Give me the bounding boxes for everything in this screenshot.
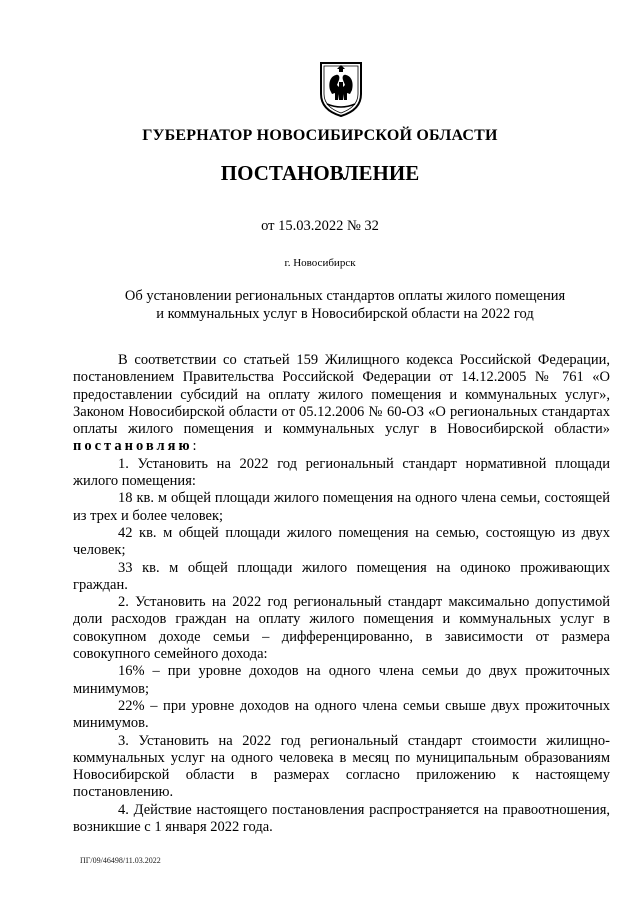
document-type: ПОСТАНОВЛЕНИЕ [220, 161, 420, 185]
issuing-authority: ГУБЕРНАТОР НОВОСИБИРСКОЙ ОБЛАСТИ [142, 127, 498, 144]
preamble-text: В соответствии со статьей 159 Жилищного кодекса Российской Федерации, постановлением Правительства Российской Федерации от 14.12.2005 № 761 «О предоставлении субсидий на оплату жилого помещения и коммунальных услуг», Законом Новосибирской области от 05.12.2006 № 60-ОЗ «О региональных стандартах оплаты жилого помещения и коммунальных услуг в Новосибирской области» [73, 352, 610, 438]
decree-word: постановляю [73, 438, 193, 455]
city: г. Новосибирск [284, 257, 356, 269]
date-and-number: от 15.03.2022 № 32 [261, 218, 379, 234]
coat-of-arms-emblem [318, 60, 364, 118]
subject-line-1: Об установлении региональных стандартов оплаты жилого помещения [124, 288, 566, 304]
document-subject [80, 287, 610, 323]
subject-line-2: и коммунальных услуг в Новосибирской области на 2022 год [156, 306, 534, 322]
clause-3: 3. Установить на 2022 год региональный стандарт стоимости жилищно-коммунальных услуг на одного человека в месяц по муниципальным образованиям Новосибирской области в размерах согласно приложению к настоящему постановлению. [73, 732, 610, 801]
clause-1-item-b: 42 кв. м общей площади жилого помещения на семью, состоящую из двух человек; [73, 524, 610, 559]
clause-1-item-a: 18 кв. м общей площади жилого помещения на одного члена семьи, состоящей из трех и более человек; [73, 490, 610, 524]
document-code: ПГ/09/46498/11.03.2022 [80, 856, 161, 865]
clause-2: 2. Установить на 2022 год региональный стандарт максимально допустимой доли расходов граждан на оплату жилого помещения и коммунальных услуг в совокупном доходе семьи – дифференцированно, в зависимости от размера совокупного семейного дохода: [73, 594, 610, 663]
decree-colon: : [192, 438, 197, 455]
clause-4: 4. Действие настоящего постановления распространяется на правоотношения, возникшие с 1 января 2022 года. [73, 801, 610, 836]
preamble-paragraph [73, 352, 610, 456]
clause-2-item-a: 16% – при уровне доходов на одного члена семьи до двух прожиточных минимумов; [73, 663, 610, 697]
clause-1-item-c: 33 кв. м общей площади жилого помещения на одиноко проживающих граждан. [73, 559, 610, 593]
clause-1: 1. Установить на 2022 год региональный стандарт нормативной площади жилого помещения: [73, 455, 610, 490]
document-body [73, 352, 610, 836]
clause-2-item-b: 22% – при уровне доходов на одного члена семьи свыше двух прожиточных минимумов. [73, 697, 610, 732]
